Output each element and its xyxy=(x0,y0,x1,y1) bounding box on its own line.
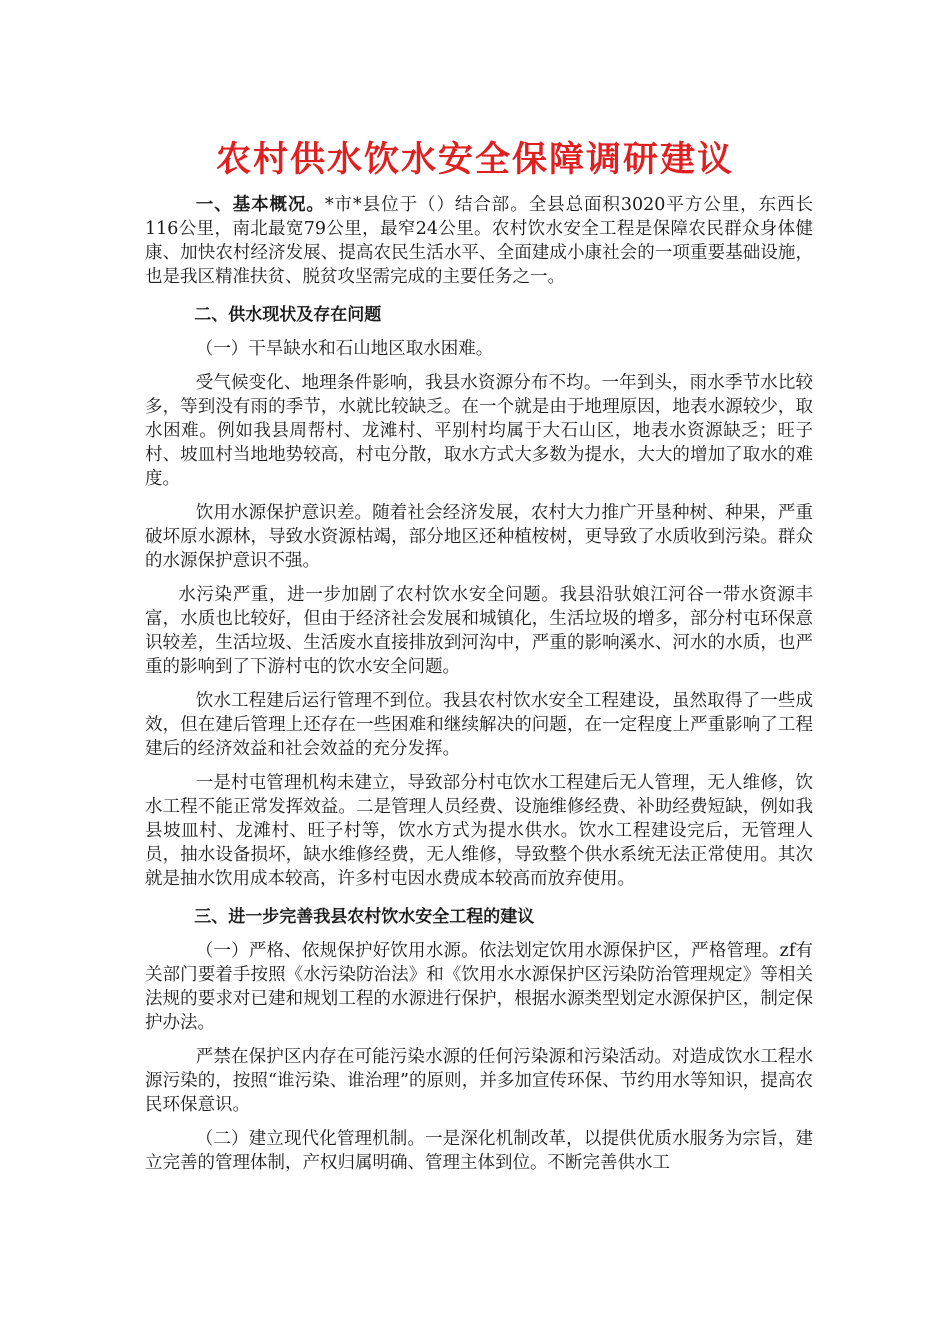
section-3-paragraph-3: （二）建立现代化管理机制。一是深化机制改革，以提供优质水服务为宗旨，建立完善的管理体制，产权归属明确、管理主体到位。不断完善供水工 xyxy=(145,1129,813,1173)
section-2-paragraph-2: 饮用水源保护意识差。随着社会经济发展，农村大力推广开垦种树、种果，严重破坏原水源林，导致水资源枯竭，部分地区还种植桉树，更导致了水质收到污染。群众的水源保护意识不强。 xyxy=(145,503,813,571)
section-3-paragraph-1: （一）严格、依规保护好饮用水源。依法划定饮用水源保护区，严格管理。zf有关部门要着手按照《水污染防治法》和《饮用水水源保护区污染防治管理规定》等相关法规的要求对已建和规划工程的水源进行保护，根据水源类型划定水源保护区，制定保护办法。 xyxy=(145,941,813,1033)
section-3-heading: 三、进一步完善我县农村饮水安全工程的建议 xyxy=(194,907,535,927)
section-2-subheading-1: （一）干旱缺水和石山地区取水困难。 xyxy=(195,339,494,359)
section-1-text: *市*县位于（）结合部。全县总面积3020平方公里，东西长116公里，南北最宽79公里，最窄24公里。农村饮水安全工程是保障农民群众身体健康、加快农村经济发展、提高农民生活水平、全面建成小康社会的一项重要基础设施，也是我区精准扶贫、脱贫攻坚需完成的主要任务之一。 xyxy=(145,195,813,287)
section-2-paragraph-3: 水污染严重，进一步加剧了农村饮水安全问题。我县沿驮娘江河谷一带水资源丰富，水质也比较好，但由于经济社会发展和城镇化，生活垃圾的增多，部分村屯环保意识较差，生活垃圾、生活废水直接排放到河沟中，严重的影响溪水、河水的水质，也严重的影响到了下游村屯的饮水安全问题。 xyxy=(145,585,813,677)
section-2-paragraph-5: 一是村屯管理机构未建立，导致部分村屯饮水工程建后无人管理，无人维修，饮水工程不能正常发挥效益。二是管理人员经费、设施维修经费、补助经费短缺，例如我县坡皿村、龙滩村、旺子村等，饮水方式为提水供水。饮水工程建设完后，无管理人员，抽水设备损坏，缺水维修经费，无人维修，导致整个供水系统无法正常使用。其次就是抽水饮用成本较高，许多村屯因水费成本较高而放弃使用。 xyxy=(145,773,813,889)
document-body xyxy=(145,193,813,1175)
section-2-heading: 二、供水现状及存在问题 xyxy=(194,305,382,325)
section-1-lead: 一、基本概况。 xyxy=(195,195,325,215)
document-title: 农村供水饮水安全保障调研建议 xyxy=(215,140,734,180)
section-3-paragraph-2: 严禁在保护区内存在可能污染水源的任何污染源和污染活动。对造成饮水工程水源污染的，按照“谁污染、谁治理”的原则，并多加宣传环保、节约用水等知识，提高农民环保意识。 xyxy=(145,1047,813,1115)
section-1-paragraph xyxy=(145,193,813,289)
section-2-paragraph-4: 饮水工程建后运行管理不到位。我县农村饮水安全工程建设，虽然取得了一些成效，但在建后管理上还存在一些困难和继续解决的问题，在一定程度上严重影响了工程建后的经济效益和社会效益的充分发挥。 xyxy=(145,691,813,759)
section-2-paragraph-1: 受气候变化、地理条件影响，我县水资源分布不均。一年到头，雨水季节水比较多，等到没有雨的季节，水就比较缺乏。在一个就是由于地理原因，地表水源较少，取水困难。例如我县周帮村、龙滩村、平别村均属于大石山区，地表水资源缺乏；旺子村、坡皿村当地地势较高，村屯分散，取水方式大多数为提水，大大的增加了取水的难度。 xyxy=(145,373,813,489)
